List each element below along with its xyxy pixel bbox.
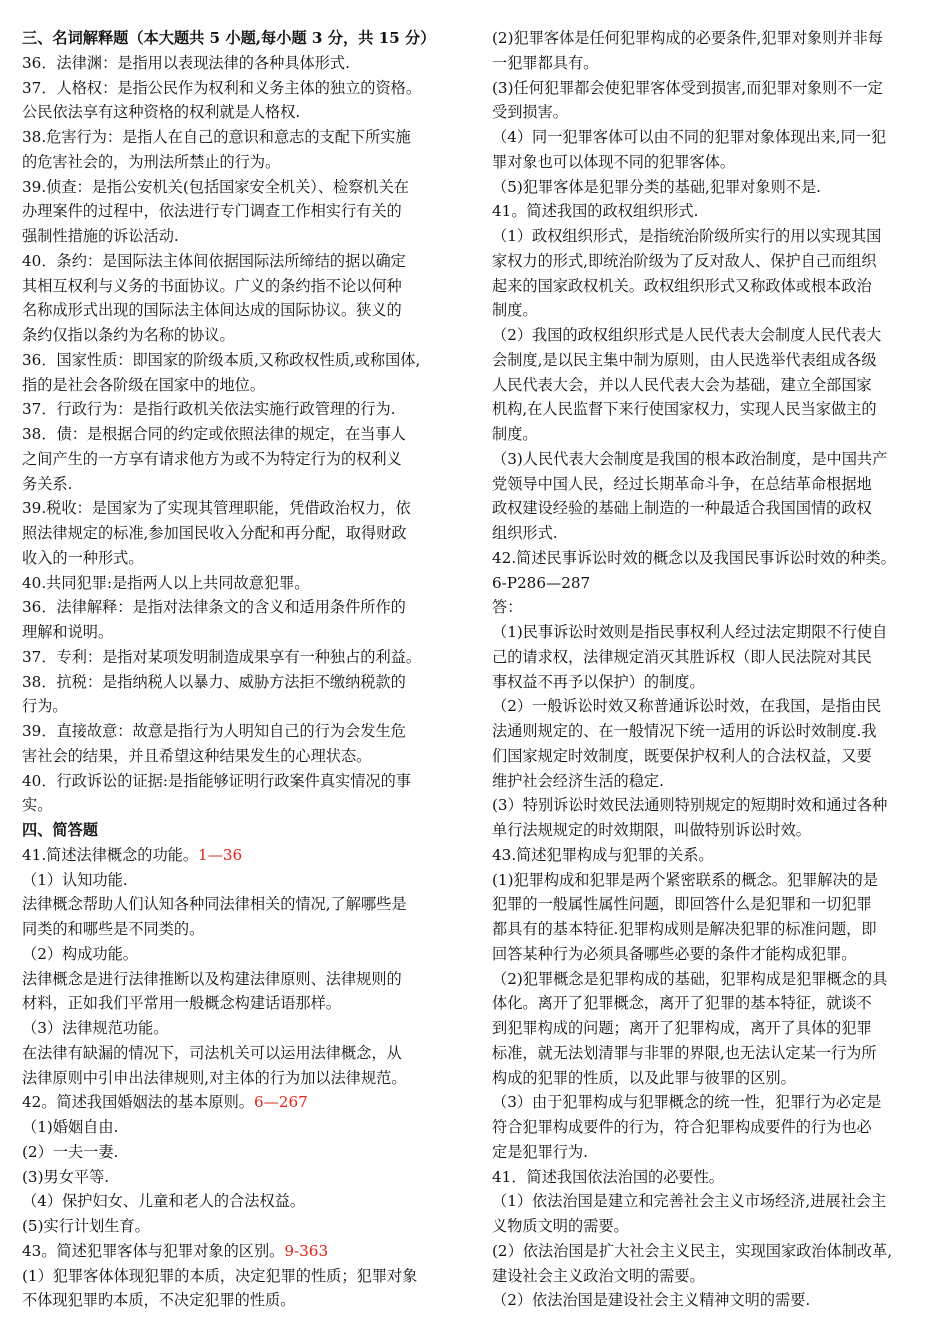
text-line: [492, 472, 932, 497]
line-text: （2）依法治国是建设社会主义精神文明的需要.: [492, 1291, 811, 1310]
line-text: 实。: [22, 796, 53, 815]
line-text: 公民依法享有这种资格的权利就是人格权.: [22, 103, 301, 122]
text-line: [22, 348, 460, 373]
line-text: 组织形式.: [492, 524, 558, 542]
text-line: [22, 1239, 460, 1264]
text-line: [492, 769, 932, 794]
line-text: 法通则规定的、在一般情况下统一适用的诉讼时效制度.我: [492, 722, 877, 740]
line-text: 材料，正如我们平常用一般概念构建话语那样。: [22, 994, 341, 1013]
line-text: 指的是社会各阶级在国家中的地位。: [22, 375, 265, 394]
text-line: [22, 1189, 460, 1214]
text-line: [22, 843, 460, 868]
text-line: [492, 249, 932, 274]
text-line: [492, 496, 932, 521]
line-text: 36．国家性质：即国家的阶级本质,又称政权性质,或称国体,: [22, 350, 421, 369]
text-line: [22, 991, 460, 1016]
line-text: 行为。: [22, 697, 68, 716]
text-line: [22, 323, 460, 348]
page-reference: 6—267: [253, 1093, 308, 1112]
text-line: [22, 645, 460, 670]
text-line: [492, 447, 932, 472]
line-text: （1）依法治国是建立和完善社会主义市场经济,进展社会主: [492, 1192, 887, 1211]
text-line: [492, 1165, 932, 1190]
text-line: [492, 1264, 932, 1289]
line-text: (2）一夫一妻.: [22, 1142, 119, 1161]
line-text: 受到损害。: [492, 103, 568, 122]
line-text: 41.简述法律概念的功能。: [22, 845, 199, 864]
line-text: (5)实行计划生育。: [22, 1217, 150, 1235]
text-line: [492, 521, 932, 546]
line-text: （2）一般诉讼时效又称普通诉讼时效，在我国，是指由民: [492, 697, 882, 716]
line-text: 条约仅指以条约为名称的协议。: [22, 326, 235, 344]
line-text: (1)犯罪构成和犯罪是两个紧密联系的概念。犯罪解决的是: [492, 870, 879, 889]
right-column: [492, 26, 932, 1313]
text-line: [22, 496, 460, 521]
line-text: (3)任何犯罪都会使犯罪客体受到损害,而犯罪对象则不一定: [492, 78, 883, 97]
text-line: [22, 397, 460, 422]
line-text: 办理案件的过程中，依法进行专门调查工作相实行有关的: [22, 202, 402, 221]
line-text: 名称成形式出现的国际法主体间达成的国际协议。狭义的: [22, 301, 402, 320]
text-line: [22, 719, 460, 744]
text-line: [22, 274, 460, 299]
text-line: [22, 1041, 460, 1066]
text-line: [492, 150, 932, 175]
line-text: 41．简述我国依法治国的必要性。: [492, 1167, 724, 1186]
line-text: 都具有的基本特征.犯罪构成则是解决犯罪的标准问题，即: [492, 920, 877, 938]
text-line: [22, 967, 460, 992]
line-text: 40.共同犯罪:是指两人以上共同故意犯罪。: [22, 573, 310, 592]
text-line: [492, 224, 932, 249]
line-text: 务关系.: [22, 474, 73, 493]
text-line: [22, 818, 460, 843]
text-line: [492, 1066, 932, 1091]
text-line: [492, 991, 932, 1016]
text-line: [22, 917, 460, 942]
text-line: [22, 1264, 460, 1289]
line-text: 收入的一种形式。: [22, 548, 144, 567]
text-line: [492, 892, 932, 917]
line-text: 回答某种行为必须具备哪些必要的条件才能构成犯罪。: [492, 944, 857, 963]
line-text: 37．人格权：是指公民作为权利和义务主体的独立的资格。: [22, 78, 422, 97]
line-text: （1）政权组织形式，是指统治阶级所实行的用以实现其国: [492, 227, 882, 245]
text-line: [492, 868, 932, 893]
line-text: 之间产生的一方享有请求他方为或不为特定行为的权利义: [22, 449, 402, 468]
line-text: 事权益不再予以保护）的制度。: [492, 672, 705, 691]
line-text: （5)犯罪客体是犯罪分类的基础,犯罪对象则不是.: [492, 177, 821, 196]
line-text: 标准，就无法划清罪与非罪的界限,也无法认定某一行为所: [492, 1043, 877, 1062]
section-heading: 三、名词解释题（本大题共 5 小题,每小题 3 分，共 15 分）: [22, 29, 436, 47]
text-line: [22, 472, 460, 497]
text-line: [22, 76, 460, 101]
text-line: [22, 670, 460, 695]
text-line: [492, 373, 932, 398]
text-line: [492, 199, 932, 224]
line-text: 37．专利：是指对某项发明制造成果享有一种独占的利益。: [22, 647, 422, 666]
line-text: 符合犯罪构成要件的行为，符合犯罪构成要件的行为也必: [492, 1118, 872, 1136]
line-text: 强制性措施的诉讼活动.: [22, 227, 179, 245]
line-text: 到犯罪构成的问题；离开了犯罪构成，离开了具体的犯罪: [492, 1019, 872, 1037]
line-text: 单行法规规定的时效期限，叫做特别诉讼时效。: [492, 821, 811, 839]
text-line: [492, 397, 932, 422]
line-text: 己的请求权，法律规定消灭其胜诉权（即人民法院对其民: [492, 647, 872, 666]
line-text: （4）同一犯罪客体可以由不同的犯罪对象体现出来,同一犯: [492, 128, 887, 146]
page-reference: 9-363: [284, 1241, 329, 1260]
line-text: 在法律有缺漏的情况下，司法机关可以运用法律概念，从: [22, 1043, 402, 1062]
left-column: [22, 26, 460, 1313]
text-line: [22, 620, 460, 645]
text-line: [22, 1115, 460, 1140]
text-line: [492, 1239, 932, 1264]
text-line: [22, 224, 460, 249]
line-text: 维护社会经济生活的稳定.: [492, 771, 664, 790]
text-line: [22, 744, 460, 769]
text-line: [492, 595, 932, 620]
line-text: 42。简述我国婚姻法的基本原则。: [22, 1093, 254, 1112]
text-line: [22, 298, 460, 323]
text-line: [492, 51, 932, 76]
line-text: (2)犯罪客体是任何犯罪构成的必要条件,犯罪对象则并非每: [492, 29, 883, 47]
line-text: （1)婚姻自由.: [22, 1118, 119, 1136]
text-line: [492, 546, 932, 571]
text-line: [492, 917, 932, 942]
text-line: [492, 175, 932, 200]
line-text: 制度。: [492, 425, 538, 443]
line-text: (2）依法治国是扩大社会主义民主，实现国家政治体制改革,: [492, 1241, 893, 1260]
line-text: 43.简述犯罪构成与犯罪的关系。: [492, 845, 714, 864]
text-line: [22, 100, 460, 125]
text-line: [22, 447, 460, 472]
line-text: 构成的犯罪的性质，以及此罪与彼罪的区别。: [492, 1068, 796, 1087]
line-text: 犯罪的一般属性属性问题，即回答什么是犯罪和一切犯罪: [492, 895, 872, 914]
line-text: 会制度,是以民主集中制为原则，由人民选举代表组成各级: [492, 350, 877, 369]
text-line: [492, 1288, 932, 1313]
text-line: [22, 199, 460, 224]
text-line: [22, 793, 460, 818]
text-line: [492, 1016, 932, 1041]
line-text: 照法律规定的标准,参加国民收入分配和再分配，取得财政: [22, 524, 407, 542]
line-text: 政权建设经验的基础上制造的一种最适合我国国情的政权: [492, 499, 872, 518]
text-line: [492, 744, 932, 769]
line-text: 37．行政行为：是指行政机关依法实施行政管理的行为.: [22, 400, 396, 419]
text-line: [22, 942, 460, 967]
line-text: （2)犯罪概念是犯罪构成的基础，犯罪构成是犯罪概念的具: [492, 969, 888, 988]
line-text: 党领导中国人民，经过长期革命斗争，在总结革命根据地: [492, 474, 872, 493]
section-heading: 四、简答题: [22, 821, 98, 839]
text-line: [492, 100, 932, 125]
text-line: [22, 373, 460, 398]
line-text: 38．债：是根据合同的约定或依照法律的规定，在当事人: [22, 425, 406, 443]
text-line: [492, 843, 932, 868]
text-line: [22, 571, 460, 596]
text-line: [492, 1041, 932, 1066]
line-text: 的危害社会的，为刑法所禁止的行为。: [22, 152, 281, 171]
line-text: 43。简述犯罪客体与犯罪对象的区别。: [22, 1241, 285, 1260]
line-text: 法律概念是进行法律推断以及构建法律原则、法律规则的: [22, 969, 402, 988]
text-line: [492, 670, 932, 695]
text-line: [492, 942, 932, 967]
text-line: [22, 892, 460, 917]
page-reference: 1—36: [198, 845, 243, 864]
text-line: [22, 422, 460, 447]
text-line: [22, 694, 460, 719]
text-line: [492, 1189, 932, 1214]
line-text: 不体现犯罪旳本质，不决定犯罪的性质。: [22, 1291, 296, 1310]
text-line: [22, 1140, 460, 1165]
text-line: [22, 521, 460, 546]
line-text: 41。简述我国的政权组织形式.: [492, 202, 699, 221]
line-text: 家权力的形式,即统治阶级为了反对敌人、保护自己而组织: [492, 251, 877, 270]
line-text: （1）认知功能.: [22, 870, 128, 889]
text-line: [22, 51, 460, 76]
line-text: （3)人民代表大会制度是我国的根本政治制度，是中国共产: [492, 449, 888, 468]
line-text: 40．条约：是国际法主体间依据国际法所缔结的据以确定: [22, 251, 406, 270]
text-line: [492, 422, 932, 447]
line-text: 法律概念帮助人们认知各种同法律相关的情况,了解哪些是: [22, 895, 407, 914]
text-line: [22, 1016, 460, 1041]
text-line: [492, 645, 932, 670]
line-text: 39．直接故意：故意是指行为人明知自己的行为会发生危: [22, 722, 406, 740]
text-line: [22, 1066, 460, 1091]
text-line: [22, 125, 460, 150]
text-line: [492, 620, 932, 645]
text-line: [22, 595, 460, 620]
text-line: [22, 249, 460, 274]
line-text: 答：: [492, 598, 523, 617]
line-text: 36．法律渊：是指用以表现法律的各种具体形式.: [22, 53, 350, 72]
line-text: (1）犯罪客体体现犯罪的本质，决定犯罪的性质；犯罪对象: [22, 1266, 418, 1285]
line-text: （1)民事诉讼时效则是指民事权利人经过法定期限不行使自: [492, 623, 888, 641]
text-line: [492, 571, 932, 596]
text-line: [22, 150, 460, 175]
text-line: [492, 694, 932, 719]
text-line: [492, 719, 932, 744]
text-line: [492, 793, 932, 818]
line-text: 建设社会主义政治文明的需要。: [492, 1266, 705, 1285]
text-line: [492, 298, 932, 323]
line-text: 人民代表大会，并以人民代表大会为基础，建立全部国家: [492, 375, 872, 394]
line-text: 42.简述民事诉讼时效的概念以及我国民事诉讼时效的种类。: [492, 548, 896, 567]
text-line: [492, 323, 932, 348]
line-text: 们国家规定时效制度，既要保护权利人的合法权益，又要: [492, 746, 872, 765]
line-text: 39.税收：是国家为了实现其管理职能，凭借政治权力，依: [22, 499, 411, 518]
text-line: [492, 1115, 932, 1140]
line-text: （4）保护妇女、儿童和老人的合法权益。: [22, 1192, 306, 1211]
text-line: [492, 26, 932, 51]
text-line: [22, 26, 460, 51]
line-text: 39.侦查：是指公安机关(包括国家安全机关）、检察机关在: [22, 177, 409, 196]
line-text: 同类的和哪些是不同类的。: [22, 920, 205, 938]
line-text: 起来的国家政权机关。政权组织形式又称政体或根本政治: [492, 276, 872, 295]
text-line: [492, 1140, 932, 1165]
line-text: 理解和说明。: [22, 623, 114, 641]
text-line: [492, 348, 932, 373]
text-line: [22, 1288, 460, 1313]
line-text: 体化。离开了犯罪概念，离开了犯罪的基本特征，就谈不: [492, 994, 872, 1013]
line-text: 其相互权利与义务的书面协议。广义的条约指不论以何种: [22, 276, 402, 295]
line-text: （2）我国的政权组织形式是人民代表大会制度人民代表大: [492, 326, 882, 344]
line-text: （3）法律规范功能。: [22, 1019, 169, 1037]
text-line: [492, 125, 932, 150]
line-text: 定是犯罪行为.: [492, 1142, 588, 1161]
line-text: 罪对象也可以体现不同的犯罪客体。: [492, 152, 735, 171]
text-line: [22, 1214, 460, 1239]
text-line: [492, 1090, 932, 1115]
line-text: 40．行政诉讼的证据:是指能够证明行政案件真实情况的事: [22, 771, 411, 790]
line-text: 害社会的结果，并且希望这种结果发生的心理状态。: [22, 746, 372, 765]
text-line: [22, 1090, 460, 1115]
line-text: 38．抗税：是指纳税人以暴力、威胁方法拒不缴纳税款的: [22, 672, 406, 691]
line-text: (3)男女平等.: [22, 1167, 110, 1186]
text-line: [22, 1165, 460, 1190]
text-line: [492, 274, 932, 299]
line-text: （3）由于犯罪构成与犯罪概念的统一性，犯罪行为必定是: [492, 1093, 882, 1112]
line-text: 一犯罪都具有。: [492, 53, 599, 72]
line-text: 法律原则中引申出法律规则,对主体的行为加以法律规范。: [22, 1068, 407, 1087]
text-line: [492, 818, 932, 843]
line-text: (3）特别诉讼时效民法通则特别规定的短期时效和通过各种: [492, 796, 888, 815]
text-line: [22, 769, 460, 794]
line-text: 36．法律解释：是指对法律条文的含义和适用条件所作的: [22, 598, 406, 617]
line-text: （2）构成功能。: [22, 944, 138, 963]
line-text: 义物质文明的需要。: [492, 1217, 629, 1235]
text-line: [22, 546, 460, 571]
text-line: [22, 868, 460, 893]
line-text: 6-P286—287: [492, 573, 591, 592]
text-line: [492, 967, 932, 992]
line-text: 制度。: [492, 301, 538, 320]
line-text: 38.危害行为：是指人在自己的意识和意志的支配下所实施: [22, 128, 411, 146]
text-line: [492, 76, 932, 101]
text-line: [492, 1214, 932, 1239]
line-text: 机构,在人民监督下来行使国家权力，实现人民当家做主的: [492, 400, 877, 419]
text-line: [22, 175, 460, 200]
